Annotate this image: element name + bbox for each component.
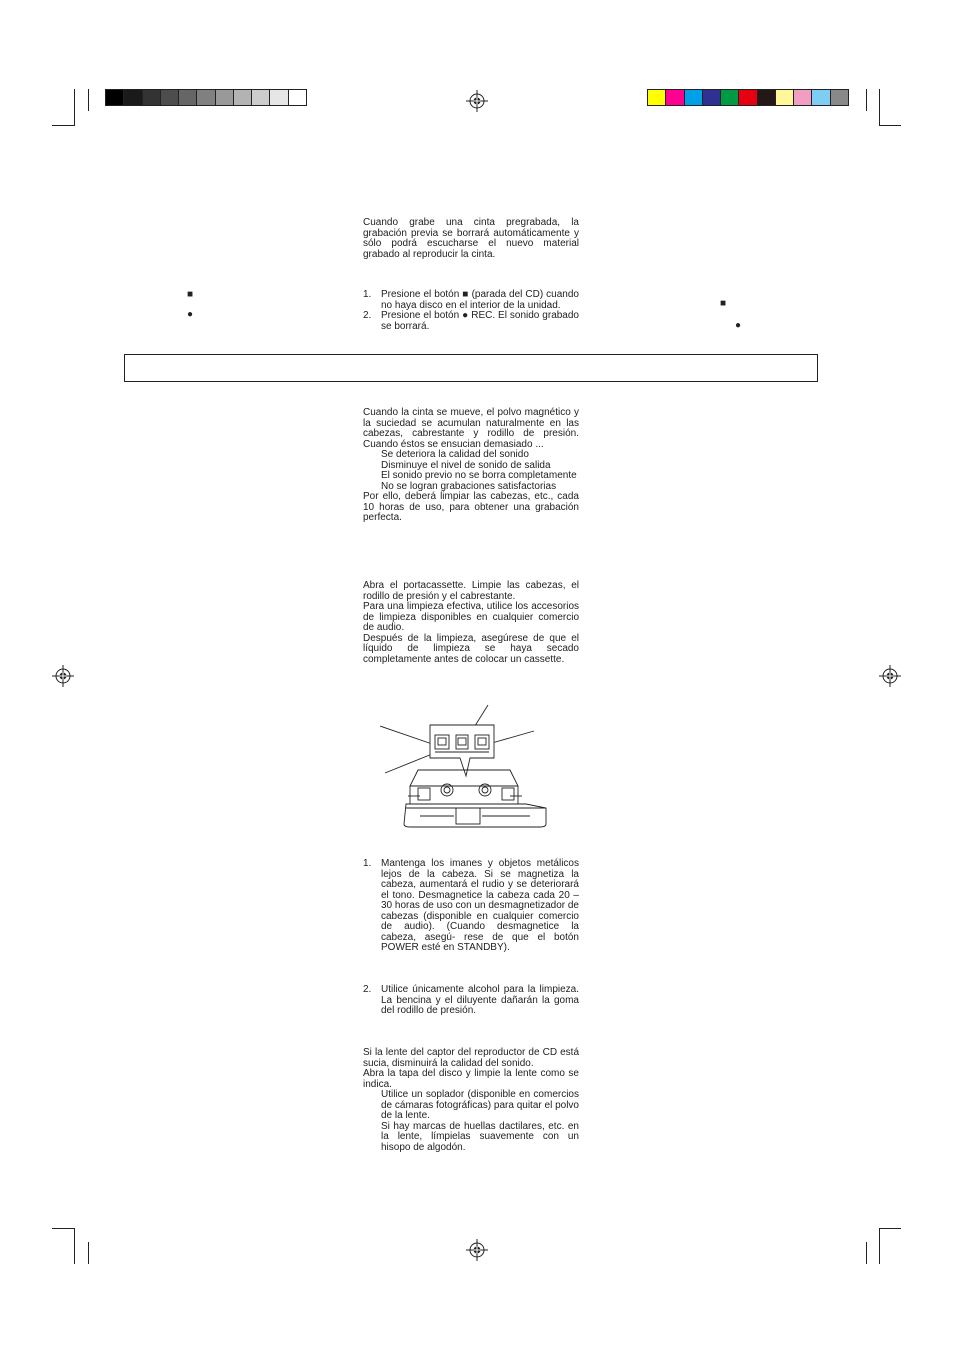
cleaning-outro: Por ello, deberá limpiar las cabezas, etc., cada 10 horas de uso, para obtener una grabación perfecta. bbox=[363, 491, 579, 523]
color-swatch bbox=[143, 90, 161, 105]
step-text: Presione el botón ■ (parada del CD) cuando no haya disco en el interior de la unidad. bbox=[381, 289, 579, 311]
notes-section bbox=[363, 859, 579, 954]
stop-icon: ■ bbox=[187, 289, 194, 300]
registration-mark-icon bbox=[879, 665, 901, 687]
note-item bbox=[363, 985, 579, 1017]
color-swatch bbox=[270, 90, 288, 105]
grayscale-color-bar bbox=[105, 89, 307, 106]
note-number: 2. bbox=[363, 984, 372, 995]
color-swatch bbox=[124, 90, 142, 105]
color-swatch bbox=[106, 90, 124, 105]
note-text: Utilice únicamente alcohol para la limpieza. La bencina y el diluyente dañarán la goma del rodillo de presión. bbox=[381, 984, 579, 1016]
symptom-item: Disminuye el nivel de sonido de salida bbox=[381, 459, 551, 471]
color-swatch bbox=[685, 90, 703, 105]
registration-mark-icon bbox=[52, 665, 74, 687]
step-text: Presione el botón ● REC. El sonido grabado se borrará. bbox=[381, 310, 579, 332]
step-number: 2. bbox=[363, 310, 372, 321]
cd-lens-section bbox=[363, 1048, 579, 1153]
procedure-paragraph: Después de la limpieza, asegúrese de que el líquido de limpieza se haya secado completamente antes de colocar un cassette. bbox=[363, 632, 579, 665]
note-item bbox=[363, 859, 579, 954]
stop-icon: ■ bbox=[720, 298, 727, 309]
color-swatch bbox=[794, 90, 812, 105]
note-number: 1. bbox=[363, 858, 372, 869]
color-swatch bbox=[234, 90, 252, 105]
notes-section bbox=[363, 985, 579, 1017]
cleaning-section bbox=[363, 408, 579, 524]
color-swatch bbox=[812, 90, 830, 105]
color-swatch bbox=[776, 90, 794, 105]
symptom-item: No se logran grabaciones satisfactorias bbox=[381, 480, 557, 492]
erase-steps bbox=[363, 290, 579, 332]
color-swatch bbox=[666, 90, 684, 105]
color-swatch bbox=[648, 90, 666, 105]
procedure-paragraph: Abra el portacassette. Limpie las cabezas, el rodillo de presión y el cabrestante. bbox=[363, 580, 579, 602]
color-swatch bbox=[721, 90, 739, 105]
color-swatch bbox=[161, 90, 179, 105]
erase-step bbox=[363, 311, 579, 332]
color-swatch bbox=[739, 90, 757, 105]
erase-section bbox=[363, 218, 579, 260]
step-number: 1. bbox=[363, 289, 372, 300]
note-text: Mantenga los imanes y objetos metálicos lejos de la cabeza. Si se magnetiza la cabeza, aumentará el rudio y se deteriorará el tono. Desmagnetice la cabeza cada 20 – 30 horas de uso con un desmagnetizador de cabezas (disponible en cualquier comercio de audio). (Cuando desmagnetice la cabeza, asegú- rese de que el botón POWER esté en STANDBY). bbox=[381, 858, 579, 953]
color-swatch bbox=[831, 90, 848, 105]
cd-lens-paragraph: Abra la tapa del disco y limpie la lente como se indica. bbox=[363, 1068, 579, 1090]
section-title-box bbox=[124, 354, 818, 382]
registration-mark-icon bbox=[466, 90, 488, 112]
procedure-paragraph: Para una limpieza efectiva, utilice los accesorios de limpieza disponibles en cualquier comercio de audio. bbox=[363, 601, 579, 633]
color-swatch bbox=[703, 90, 721, 105]
cleaning-intro: Cuando la cinta se mueve, el polvo magnético y la suciedad se acumulan naturalmente en las cabezas, cabrestante y rodillo de presión. Cuando éstos se ensucian demasiado ... bbox=[363, 407, 579, 450]
cd-lens-item: Utilice un soplador (disponible en comercios de cámaras fotográficas) para quitar el polvo de la lente. bbox=[381, 1089, 579, 1121]
color-swatch bbox=[252, 90, 270, 105]
record-icon: ● bbox=[735, 320, 742, 331]
cassette-deck-illustration bbox=[380, 700, 550, 832]
color-swatch bbox=[216, 90, 234, 105]
color-swatch bbox=[758, 90, 776, 105]
symptom-item: El sonido previo no se borra completamente bbox=[381, 470, 577, 481]
procedure-section bbox=[363, 581, 579, 665]
erase-step bbox=[363, 290, 579, 311]
color-swatch bbox=[179, 90, 197, 105]
symptom-item: Se deteriora la calidad del sonido bbox=[381, 449, 529, 460]
cd-lens-item: Si hay marcas de huellas dactilares, etc. en la lente, límpielas suavemente con un hisopo de algodón. bbox=[381, 1120, 579, 1153]
color-swatch bbox=[197, 90, 215, 105]
color-swatch bbox=[289, 90, 306, 105]
registration-mark-icon bbox=[466, 1239, 488, 1261]
record-icon: ● bbox=[187, 309, 194, 320]
erase-intro: Cuando grabe una cinta pregrabada, la grabación previa se borrará automáticamente y sólo podrá escucharse el nuevo material grabado al reproducir la cinta. bbox=[363, 217, 579, 260]
cd-lens-paragraph: Si la lente del captor del reproductor de CD está sucia, disminuirá la calidad del sonido. bbox=[363, 1047, 579, 1069]
process-color-bar bbox=[647, 89, 849, 106]
